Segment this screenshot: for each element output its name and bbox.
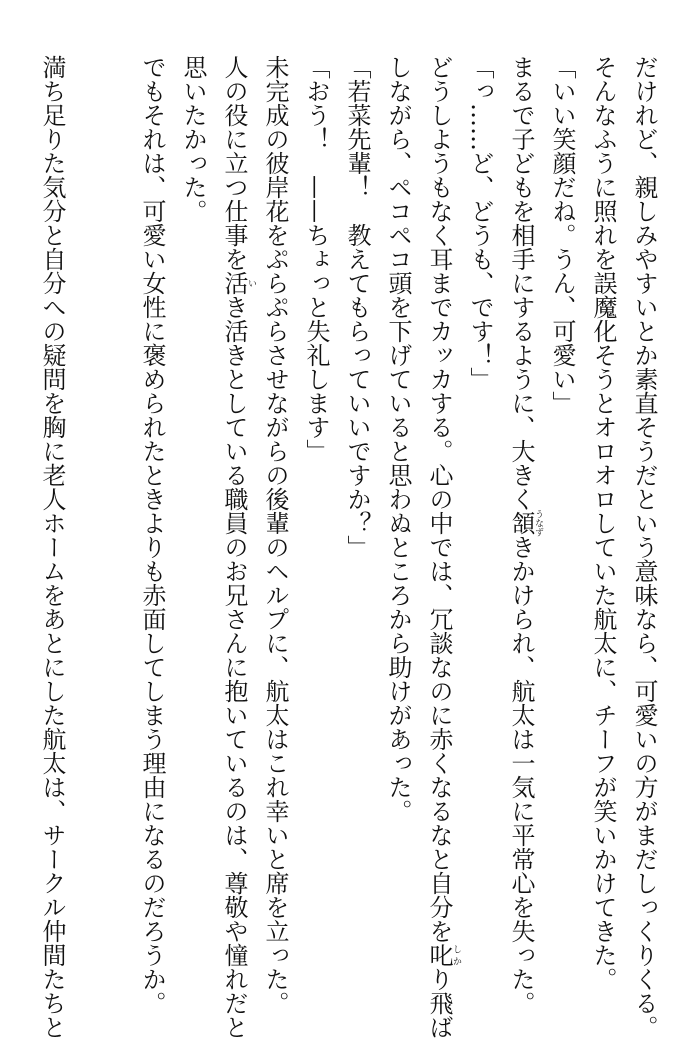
- ruby-word: 叱しか: [425, 943, 461, 967]
- ruby-word: 頷うなず: [507, 509, 543, 537]
- text-column: 「いい笑顔だね。うん、可愛い」: [548, 55, 576, 415]
- text-column: でもそれは、可愛い女性に褒められたときよりも赤面してしまう理由になるのだろうか。: [138, 55, 166, 1015]
- ruby-word: 活い: [220, 271, 256, 295]
- text-column: どうしようもなく耳までカッカする。心の中では、冗談なのに赤くなるなと自分を叱しかり飛ば: [425, 55, 461, 1039]
- text-column: 未完成の彼岸花をぷらぷらさせながらの後輩のヘルプに、航太はこれ幸いと席を立った。: [261, 55, 289, 1015]
- text-column: 思いたかった。: [179, 55, 207, 223]
- text-column: しながら、ペコペコ頭を下げていると思わぬところから助けがあった。: [384, 55, 412, 823]
- text-column: 「若菜先輩！ 教えてもらっていいですか？」: [343, 55, 371, 559]
- text-column: 満ち足りた気分と自分への疑問を胸に老人ホームをあとにした航太は、サークル仲間たちと: [38, 55, 66, 1039]
- text-column: 「っ……ど、どうも、です！」: [466, 55, 494, 391]
- text-column: そんなふうに照れを誤魔化そうとオロオロしていた航太に、チーフが笑いかけてきた。: [589, 55, 617, 991]
- text-column: 「おう！ ——ちょっと失礼します」: [302, 55, 330, 463]
- text-column: 人の役に立つ仕事を活いき活きとしている職員のお兄さんに抱いているのは、尊敬や憧れだと: [220, 55, 256, 1039]
- text-column: だけれど、親しみやすいとか素直そうだという意味なら、可愛いの方がまだしっくりくる。: [630, 55, 658, 1039]
- text-column: まるで子どもを相手にするように、大きく頷うなずきかけられ、航太は一気に平常心を失った。: [507, 55, 543, 1015]
